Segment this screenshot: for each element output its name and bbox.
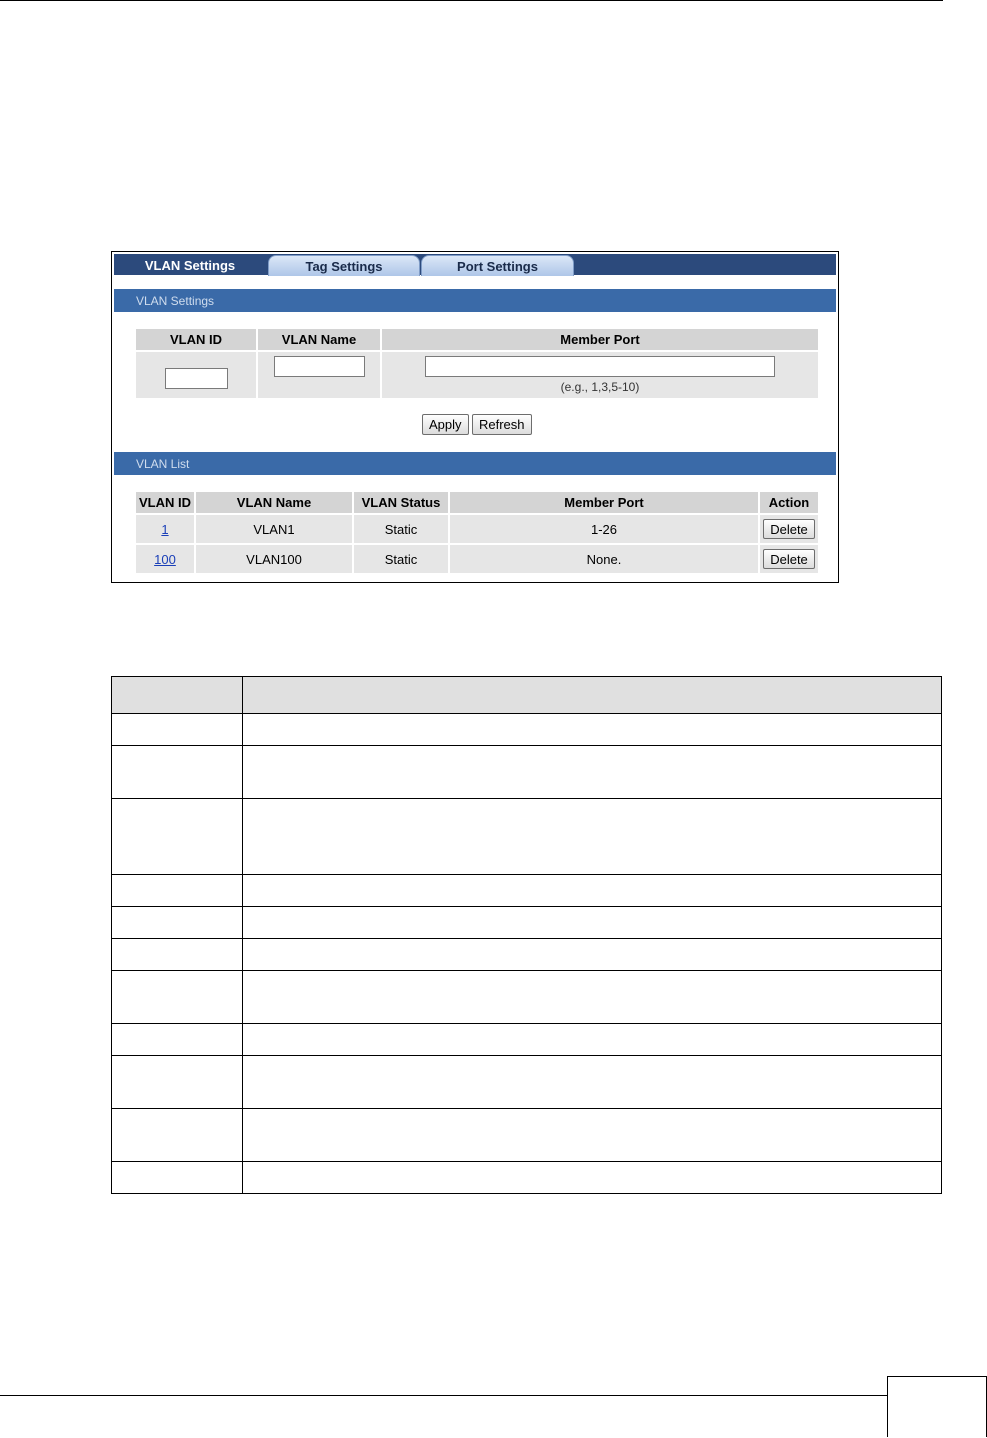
table-row bbox=[112, 1024, 942, 1056]
table-row bbox=[112, 1056, 942, 1109]
header-vlan-id: VLAN ID bbox=[136, 329, 258, 350]
page-number-box bbox=[887, 1376, 987, 1437]
vlan-id-cell bbox=[136, 543, 196, 573]
table-row bbox=[112, 1162, 942, 1194]
member-port-input[interactable] bbox=[425, 356, 775, 377]
header-vlan-name: VLAN Name bbox=[258, 329, 382, 350]
table-row bbox=[136, 543, 818, 573]
tab-vlan-settings[interactable]: VLAN Settings bbox=[114, 255, 266, 275]
member-port-cell: None. bbox=[450, 543, 760, 573]
table-row bbox=[112, 1109, 942, 1162]
vlan-name-cell: VLAN1 bbox=[196, 513, 354, 543]
table-row bbox=[136, 513, 818, 543]
vlan-id-link[interactable]: 100 bbox=[154, 551, 176, 567]
refresh-button[interactable]: Refresh bbox=[472, 414, 532, 435]
vlan-status-cell: Static bbox=[354, 543, 450, 573]
description-header-row bbox=[112, 677, 942, 714]
vlan-id-link[interactable]: 1 bbox=[161, 521, 169, 537]
table-row bbox=[112, 971, 942, 1024]
vlan-settings-screenshot bbox=[111, 251, 839, 583]
header-member-port: Member Port bbox=[382, 329, 818, 350]
vlan-status-cell: Static bbox=[354, 513, 450, 543]
action-cell bbox=[760, 513, 818, 543]
table-row bbox=[112, 939, 942, 971]
top-rule bbox=[0, 0, 943, 1]
list-header-vlan-status: VLAN Status bbox=[354, 492, 450, 513]
tab-port-settings[interactable]: Port Settings bbox=[421, 255, 574, 276]
vlan-id-cell bbox=[136, 350, 258, 398]
action-cell bbox=[760, 543, 818, 573]
delete-button[interactable]: Delete bbox=[763, 549, 815, 569]
member-port-hint: (e.g., 1,3,5-10) bbox=[560, 380, 640, 394]
list-header-member-port: Member Port bbox=[450, 492, 760, 513]
field-description-table bbox=[111, 676, 942, 1194]
vlan-settings-section-title: VLAN Settings bbox=[114, 289, 836, 312]
apply-button[interactable]: Apply bbox=[422, 414, 469, 435]
vlan-name-cell: VLAN100 bbox=[196, 543, 354, 573]
list-header-vlan-name: VLAN Name bbox=[196, 492, 354, 513]
table-row bbox=[112, 799, 942, 875]
table-row bbox=[112, 746, 942, 799]
list-header-action: Action bbox=[760, 492, 818, 513]
tab-bar bbox=[114, 254, 836, 275]
tab-tag-settings[interactable]: Tag Settings bbox=[268, 255, 420, 276]
vlan-id-input[interactable] bbox=[165, 368, 228, 389]
member-port-cell bbox=[382, 350, 818, 398]
delete-button[interactable]: Delete bbox=[763, 519, 815, 539]
table-row bbox=[112, 714, 942, 746]
footer-rule bbox=[0, 1395, 888, 1396]
vlan-name-cell bbox=[258, 350, 382, 398]
member-port-cell: 1-26 bbox=[450, 513, 760, 543]
vlan-settings-form bbox=[136, 329, 818, 398]
vlan-id-cell bbox=[136, 513, 196, 543]
vlan-list-section-title: VLAN List bbox=[114, 452, 836, 475]
vlan-list-table bbox=[136, 492, 818, 573]
list-header-vlan-id: VLAN ID bbox=[136, 492, 196, 513]
table-row bbox=[112, 907, 942, 939]
table-row bbox=[112, 875, 942, 907]
vlan-name-input[interactable] bbox=[274, 356, 365, 377]
